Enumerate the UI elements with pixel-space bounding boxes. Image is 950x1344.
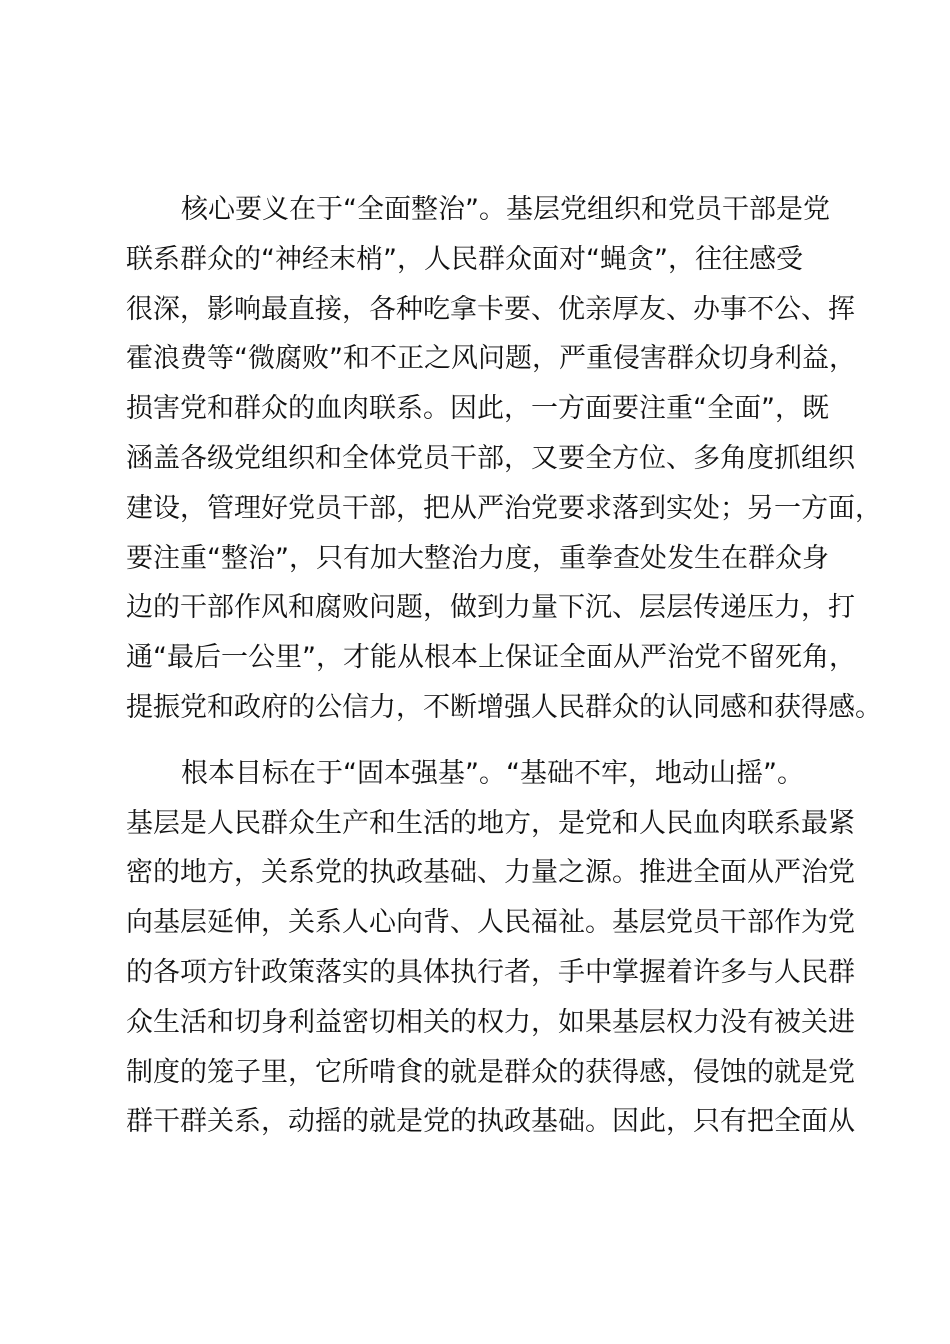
text-line: 众生活和切身利益密切相关的权力，如果基层权力没有被关进: [126, 1006, 855, 1038]
text-line: 涵盖各级党组织和全体党员干部，又要全方位、多角度抓组织: [126, 442, 855, 474]
text-line: 建设，管理好党员干部，把从严治党要求落到实处；另一方面，: [126, 492, 882, 524]
text-line: 向基层延伸，关系人心向背、人民福祉。基层党员干部作为党: [126, 907, 855, 939]
text-line: 核心要义在于“全面整治”。基层党组织和党员干部是党: [181, 194, 830, 225]
paragraph-fundamental-goal: [126, 749, 855, 1147]
text-line: 根本目标在于“固本强基”。“基础不牢，地动山摇”。: [181, 757, 804, 789]
paragraph-core-meaning: [126, 185, 882, 733]
text-line: 群干群关系，动摇的就是党的执政基础。因此，只有把全面从: [126, 1106, 855, 1138]
document-body: [126, 185, 882, 1147]
text-line: 霍浪费等“微腐败”和不正之风问题，严重侵害群众切身利益，: [126, 343, 856, 375]
text-line: 的各项方针政策落实的具体执行者，手中掌握着许多与人民群: [126, 956, 855, 988]
text-line: 密的地方，关系党的执政基础、力量之源。推进全面从严治党: [126, 857, 855, 889]
text-line: 边的干部作风和腐败问题，做到力量下沉、层层传递压力，打: [126, 592, 855, 624]
text-line: 通“最后一公里”，才能从根本上保证全面从严治党不留死角，: [126, 642, 856, 674]
text-line: 提振党和政府的公信力，不断增强人民群众的认同感和获得感。: [126, 691, 882, 723]
text-line: 基层是人民群众生产和生活的地方，是党和人民血肉联系最紧: [126, 807, 855, 839]
text-line: 损害党和群众的血肉联系。因此，一方面要注重“全面”，既: [126, 393, 829, 425]
text-line: 制度的笼子里，它所啃食的就是群众的获得感，侵蚀的就是党: [126, 1056, 855, 1088]
text-line: 要注重“整治”，只有加大整治力度，重拳查处发生在群众身: [126, 542, 829, 574]
text-line: 很深，影响最直接，各种吃拿卡要、优亲厚友、办事不公、挥: [126, 293, 855, 325]
text-line: 联系群众的“神经末梢”，人民群众面对“蝇贪”，往往感受: [126, 243, 803, 275]
